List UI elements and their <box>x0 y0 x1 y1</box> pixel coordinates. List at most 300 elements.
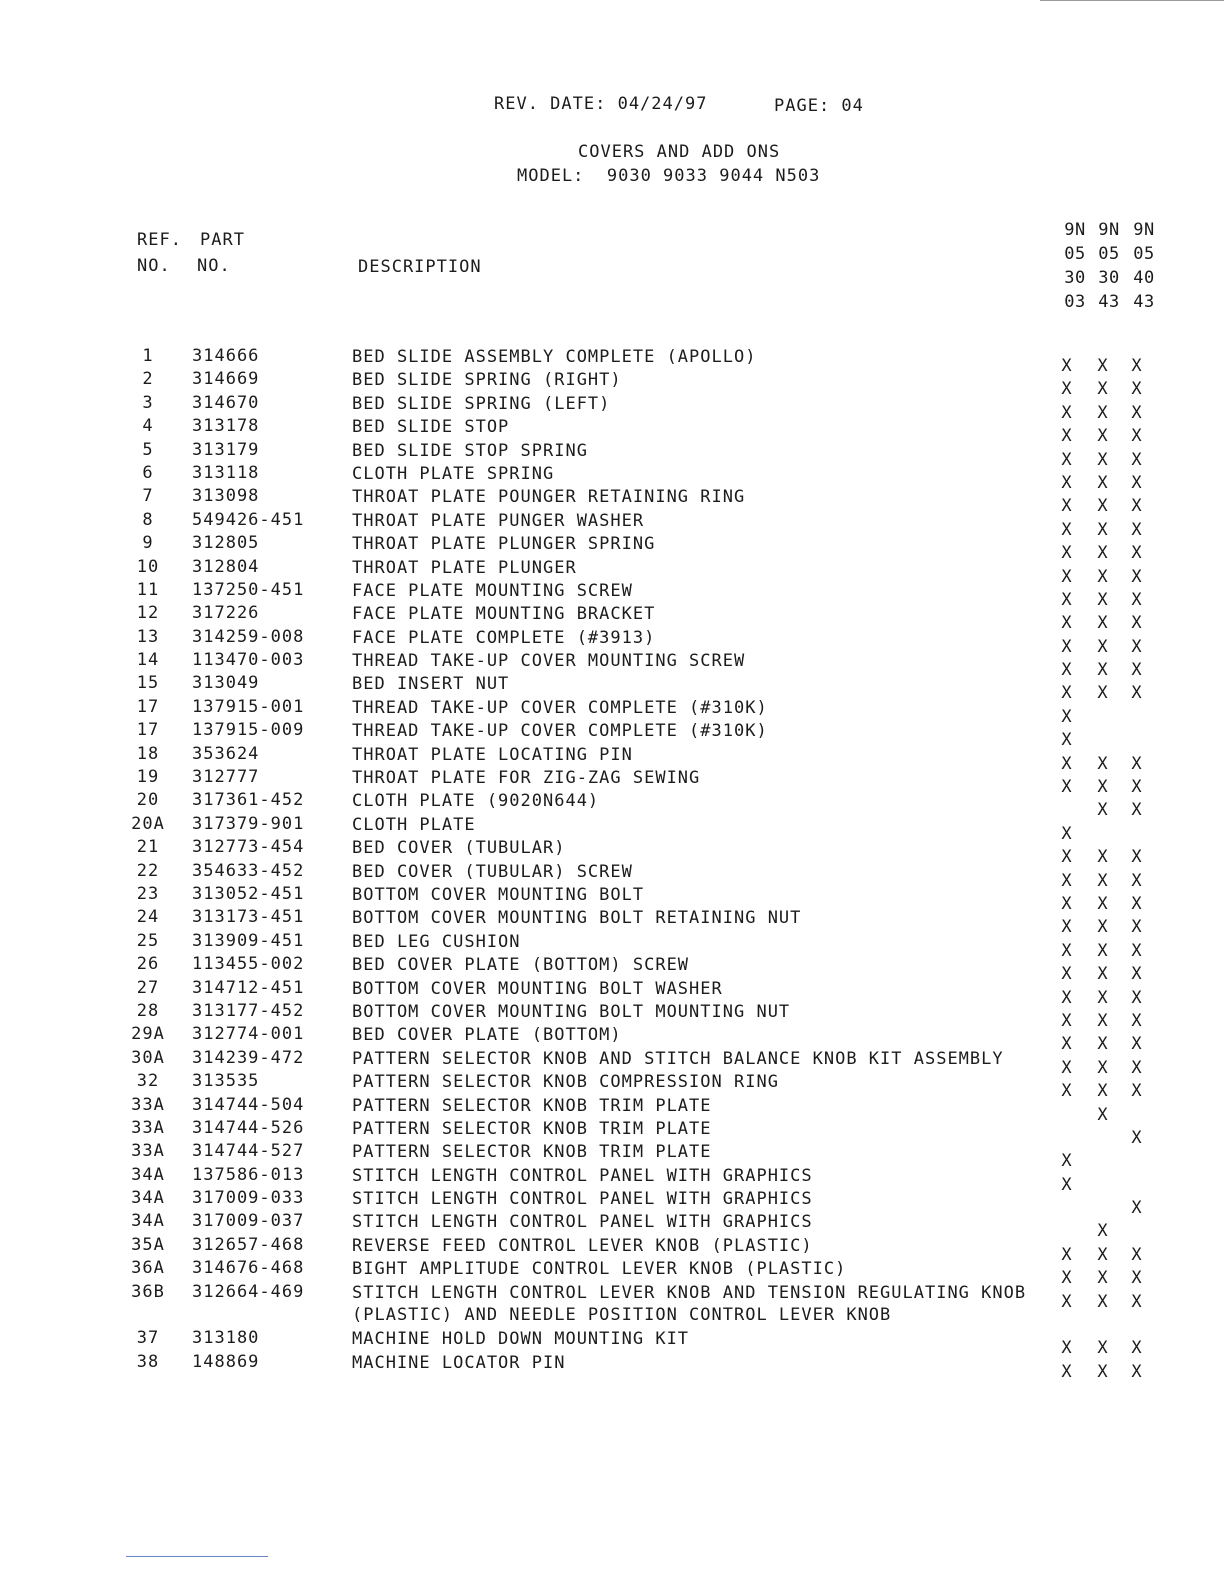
table-row <box>0 1047 1224 1078</box>
table-row <box>0 1071 1224 1102</box>
table-row <box>0 954 1224 985</box>
model-mark: X <box>1131 496 1143 517</box>
part-number: 314744-527 <box>192 1141 305 1162</box>
ref-number: 33A <box>131 1094 165 1115</box>
model-mark: X <box>1061 917 1073 938</box>
model-mark: X <box>1061 519 1073 540</box>
part-number: 353624 <box>192 743 260 764</box>
part-description: STITCH LENGTH CONTROL PANEL WITH GRAPHICS <box>352 1189 813 1210</box>
part-description: BIGHT AMPLITUDE CONTROL LEVER KNOB (PLASTIC) <box>352 1259 847 1280</box>
model-column-header <box>1058 218 1092 314</box>
model-mark: X <box>1097 964 1109 985</box>
table-row <box>0 1024 1224 1055</box>
model-mark: X <box>1061 940 1073 961</box>
model-mark: X <box>1131 1291 1143 1312</box>
model-mark: X <box>1061 1151 1073 1172</box>
rev-date: REV. DATE: 04/24/97 <box>494 94 708 114</box>
ref-number: 6 <box>142 462 154 483</box>
ref-number: 37 <box>136 1328 160 1349</box>
part-description: BED COVER PLATE (BOTTOM) SCREW <box>352 955 690 976</box>
ref-number: 4 <box>142 416 154 437</box>
model-mark: X <box>1061 1291 1073 1312</box>
table-row <box>0 556 1224 587</box>
ref-number: 9 <box>142 533 154 554</box>
model-mark: X <box>1061 1244 1073 1265</box>
part-description: THREAD TAKE-UP COVER COMPLETE (#310K) <box>352 697 768 718</box>
model-mark: X <box>1097 613 1109 634</box>
ref-number: 27 <box>136 977 160 998</box>
model-mark: X <box>1131 893 1143 914</box>
part-description: BED SLIDE STOP <box>352 417 510 438</box>
part-description: MACHINE HOLD DOWN MOUNTING KIT <box>352 1329 690 1350</box>
part-description: STITCH LENGTH CONTROL LEVER KNOB AND TENSION REGULATING KNOB (PLASTIC) AND NEEDLE POSITION CONTROL LEVER KNOB <box>352 1282 1027 1325</box>
model-mark: X <box>1131 566 1143 587</box>
model-mark: X <box>1131 472 1143 493</box>
ref-number: 33A <box>131 1117 165 1138</box>
model-mark: X <box>1061 706 1073 727</box>
part-number: 314744-504 <box>192 1094 305 1115</box>
ref-number: 13 <box>136 626 160 647</box>
model-mark: X <box>1131 917 1143 938</box>
part-description: PATTERN SELECTOR KNOB COMPRESSION RING <box>352 1072 779 1093</box>
table-row <box>0 1282 1224 1329</box>
ref-number: 36A <box>131 1258 165 1279</box>
part-description: PATTERN SELECTOR KNOB TRIM PLATE <box>352 1118 712 1139</box>
part-description: THROAT PLATE FOR ZIG-ZAG SEWING <box>352 768 701 789</box>
part-number: 148869 <box>192 1351 260 1372</box>
part-number: 137586-013 <box>192 1164 305 1185</box>
model-mark: X <box>1061 753 1073 774</box>
part-description: THREAD TAKE-UP COVER COMPLETE (#310K) <box>352 721 768 742</box>
model-mark: X <box>1097 1221 1109 1242</box>
model-mark: X <box>1097 379 1109 400</box>
part-description: THROAT PLATE LOCATING PIN <box>352 744 633 765</box>
table-row <box>0 1188 1224 1219</box>
model-mark: X <box>1097 1104 1109 1125</box>
ref-number: 35A <box>131 1234 165 1255</box>
model-mark: X <box>1061 356 1073 376</box>
model-mark: X <box>1061 1268 1073 1289</box>
ref-number: 21 <box>136 837 160 858</box>
model-mark: X <box>1131 589 1143 610</box>
part-header-1: PART <box>200 230 245 250</box>
part-number: 317361-452 <box>192 790 305 811</box>
model-mark: X <box>1097 566 1109 587</box>
part-description: BED SLIDE STOP SPRING <box>352 440 588 461</box>
model-line: MODEL: 9030 9033 9044 N503 <box>517 166 821 186</box>
table-row <box>0 1258 1224 1289</box>
ref-number: 34A <box>131 1188 165 1209</box>
part-number: 137915-001 <box>192 696 305 717</box>
model-mark: X <box>1097 543 1109 564</box>
model-mark: X <box>1097 777 1109 798</box>
part-description: PATTERN SELECTOR KNOB AND STITCH BALANCE KNOB KIT ASSEMBLY <box>352 1048 1004 1069</box>
part-number: 312804 <box>192 556 260 577</box>
part-number: 317379-901 <box>192 813 305 834</box>
model-mark: X <box>1131 683 1143 704</box>
model-mark: X <box>1131 402 1143 423</box>
ref-number: 29A <box>131 1024 165 1045</box>
model-mark: X <box>1061 870 1073 891</box>
model-mark: X <box>1097 1057 1109 1078</box>
part-description: THROAT PLATE PLUNGER SPRING <box>352 534 656 555</box>
model-mark: X <box>1061 1338 1073 1359</box>
parts-table <box>0 346 1224 1382</box>
ref-number: 1 <box>142 346 154 366</box>
model-header-line: 9N <box>1064 220 1086 240</box>
part-number: 314666 <box>192 346 260 366</box>
ref-number: 23 <box>136 883 160 904</box>
part-description: BOTTOM COVER MOUNTING BOLT RETAINING NUT <box>352 908 802 929</box>
model-mark: X <box>1097 847 1109 868</box>
model-mark: X <box>1131 800 1143 821</box>
part-description: FACE PLATE COMPLETE (#3913) <box>352 627 656 648</box>
ref-number: 20A <box>131 813 165 834</box>
model-header-line: 05 <box>1064 244 1086 264</box>
table-row <box>0 930 1224 961</box>
part-number: 314712-451 <box>192 977 305 998</box>
model-mark: X <box>1097 870 1109 891</box>
footer-rule <box>126 1556 268 1557</box>
table-row <box>0 650 1224 681</box>
ref-number: 14 <box>136 650 160 671</box>
part-description: PATTERN SELECTOR KNOB TRIM PLATE <box>352 1142 712 1163</box>
ref-number: 11 <box>136 579 160 600</box>
part-number: 314670 <box>192 392 260 413</box>
table-row <box>0 907 1224 938</box>
part-number: 313118 <box>192 462 260 483</box>
ref-header-2: NO. <box>137 256 171 276</box>
table-row <box>0 486 1224 517</box>
model-mark: X <box>1097 800 1109 821</box>
part-number: 312657-468 <box>192 1234 305 1255</box>
ref-number: 12 <box>136 603 160 624</box>
model-mark: X <box>1097 1291 1109 1312</box>
ref-header-1: REF. <box>137 230 182 250</box>
model-mark: X <box>1061 613 1073 634</box>
ref-number: 2 <box>142 369 154 390</box>
description-header: DESCRIPTION <box>358 257 482 277</box>
model-mark: X <box>1131 660 1143 681</box>
part-number: 313179 <box>192 439 260 460</box>
model-header-line: 43 <box>1098 292 1120 312</box>
model-mark: X <box>1131 753 1143 774</box>
model-mark: X <box>1061 589 1073 610</box>
table-row <box>0 439 1224 470</box>
model-header-line: 05 <box>1098 244 1120 264</box>
part-number: 113455-002 <box>192 954 305 975</box>
ref-number: 38 <box>136 1351 160 1372</box>
ref-number: 24 <box>136 907 160 928</box>
model-mark: X <box>1131 1034 1143 1055</box>
part-number: 314259-008 <box>192 626 305 647</box>
part-description: STITCH LENGTH CONTROL PANEL WITH GRAPHICS <box>352 1212 813 1233</box>
part-number: 312774-001 <box>192 1024 305 1045</box>
table-row <box>0 509 1224 540</box>
ref-number: 10 <box>136 556 160 577</box>
model-mark: X <box>1061 543 1073 564</box>
ref-number: 36B <box>131 1281 165 1302</box>
part-number: 137915-009 <box>192 720 305 741</box>
model-mark: X <box>1061 472 1073 493</box>
table-row <box>0 720 1224 751</box>
model-mark: X <box>1097 987 1109 1008</box>
model-mark: X <box>1131 987 1143 1008</box>
table-row <box>0 533 1224 564</box>
part-description: FACE PLATE MOUNTING SCREW <box>352 580 633 601</box>
model-mark: X <box>1061 683 1073 704</box>
table-row <box>0 790 1224 821</box>
table-row <box>0 860 1224 891</box>
part-description: THREAD TAKE-UP COVER MOUNTING SCREW <box>352 651 746 672</box>
table-row <box>0 813 1224 844</box>
part-description: BED COVER (TUBULAR) <box>352 838 566 859</box>
table-row <box>0 1211 1224 1242</box>
table-row <box>0 883 1224 914</box>
model-mark: X <box>1061 379 1073 400</box>
part-number: 312805 <box>192 533 260 554</box>
part-description: THROAT PLATE PLUNGER <box>352 557 577 578</box>
part-number: 312777 <box>192 767 260 788</box>
ref-number: 26 <box>136 954 160 975</box>
table-row <box>0 579 1224 610</box>
ref-number: 19 <box>136 767 160 788</box>
part-description: MACHINE LOCATOR PIN <box>352 1352 566 1373</box>
model-mark: X <box>1097 1361 1109 1382</box>
model-header-line: 43 <box>1133 292 1155 312</box>
part-number: 354633-452 <box>192 860 305 881</box>
page-number: PAGE: 04 <box>774 96 864 116</box>
model-mark: X <box>1131 519 1143 540</box>
model-mark: X <box>1061 496 1073 517</box>
table-row <box>0 977 1224 1008</box>
part-description: BED SLIDE SPRING (LEFT) <box>352 393 611 414</box>
model-mark: X <box>1131 1268 1143 1289</box>
model-mark: X <box>1097 683 1109 704</box>
table-row <box>0 1164 1224 1195</box>
model-mark: X <box>1097 1081 1109 1102</box>
model-mark: X <box>1061 1361 1073 1382</box>
ref-number: 32 <box>136 1071 160 1092</box>
model-mark: X <box>1131 1010 1143 1031</box>
model-mark: X <box>1061 402 1073 423</box>
model-column-header <box>1127 218 1161 314</box>
model-mark: X <box>1131 1338 1143 1359</box>
ref-number: 25 <box>136 930 160 951</box>
table-row <box>0 1141 1224 1172</box>
part-number: 313909-451 <box>192 930 305 951</box>
part-description: BED COVER PLATE (BOTTOM) <box>352 1025 622 1046</box>
ref-number: 17 <box>136 696 160 717</box>
model-mark: X <box>1131 1081 1143 1102</box>
part-number: 312773-454 <box>192 837 305 858</box>
ref-number: 30A <box>131 1047 165 1068</box>
table-row <box>0 369 1224 400</box>
part-description: REVERSE FEED CONTROL LEVER KNOB (PLASTIC) <box>352 1235 813 1256</box>
model-mark: X <box>1061 660 1073 681</box>
ref-number: 3 <box>142 392 154 413</box>
model-mark: X <box>1131 1057 1143 1078</box>
ref-number: 22 <box>136 860 160 881</box>
model-mark: X <box>1061 777 1073 798</box>
model-mark: X <box>1131 847 1143 868</box>
table-row <box>0 837 1224 868</box>
ref-number: 7 <box>142 486 154 507</box>
part-number: 312664-469 <box>192 1281 305 1302</box>
part-description: CLOTH PLATE SPRING <box>352 463 555 484</box>
part-description: FACE PLATE MOUNTING BRACKET <box>352 604 656 625</box>
part-description: THROAT PLATE PUNGER WASHER <box>352 510 645 531</box>
table-row <box>0 1351 1224 1382</box>
model-mark: X <box>1131 426 1143 447</box>
model-header-line: 40 <box>1133 268 1155 288</box>
ref-number: 34A <box>131 1164 165 1185</box>
model-mark: X <box>1131 543 1143 564</box>
model-mark: X <box>1097 636 1109 657</box>
part-description: THROAT PLATE POUNGER RETAINING RING <box>352 487 746 508</box>
part-description: PATTERN SELECTOR KNOB TRIM PLATE <box>352 1095 712 1116</box>
model-mark: X <box>1097 940 1109 961</box>
model-mark: X <box>1097 1244 1109 1265</box>
model-header-line: 05 <box>1133 244 1155 264</box>
part-description: BOTTOM COVER MOUNTING BOLT <box>352 884 645 905</box>
scan-edge-line <box>1040 0 1224 1</box>
model-mark: X <box>1131 1361 1143 1382</box>
part-number: 317226 <box>192 603 260 624</box>
ref-number: 17 <box>136 720 160 741</box>
model-mark: X <box>1061 987 1073 1008</box>
part-number: 317009-037 <box>192 1211 305 1232</box>
part-description: CLOTH PLATE <box>352 814 476 835</box>
part-number: 313049 <box>192 673 260 694</box>
part-description: CLOTH PLATE (9020N644) <box>352 791 600 812</box>
model-mark: X <box>1061 566 1073 587</box>
part-number: 313178 <box>192 416 260 437</box>
model-mark: X <box>1097 917 1109 938</box>
part-description: BOTTOM COVER MOUNTING BOLT MOUNTING NUT <box>352 1001 791 1022</box>
model-header-line: 30 <box>1064 268 1086 288</box>
ref-number: 15 <box>136 673 160 694</box>
model-mark: X <box>1061 426 1073 447</box>
part-number: 113470-003 <box>192 650 305 671</box>
part-description: BED LEG CUSHION <box>352 931 521 952</box>
model-mark: X <box>1097 496 1109 517</box>
model-mark: X <box>1061 1034 1073 1055</box>
model-mark: X <box>1097 589 1109 610</box>
model-mark: X <box>1097 426 1109 447</box>
model-mark: X <box>1131 379 1143 400</box>
part-description: BED SLIDE ASSEMBLY COMPLETE (APOLLO) <box>352 347 757 367</box>
part-description: BOTTOM COVER MOUNTING BOLT WASHER <box>352 978 723 999</box>
ref-number: 28 <box>136 1000 160 1021</box>
ref-number: 34A <box>131 1211 165 1232</box>
part-number: 314239-472 <box>192 1047 305 1068</box>
table-row <box>0 346 1224 376</box>
part-number: 314669 <box>192 369 260 390</box>
part-number: 314744-526 <box>192 1117 305 1138</box>
table-row <box>0 1328 1224 1359</box>
section-title: COVERS AND ADD ONS <box>578 142 781 162</box>
ref-number: 18 <box>136 743 160 764</box>
model-header-line: 9N <box>1098 220 1120 240</box>
model-mark: X <box>1097 402 1109 423</box>
part-number: 313177-452 <box>192 1000 305 1021</box>
model-mark: X <box>1061 1010 1073 1031</box>
model-mark: X <box>1131 636 1143 657</box>
model-mark: X <box>1131 940 1143 961</box>
ref-number: 5 <box>142 439 154 460</box>
model-mark: X <box>1097 519 1109 540</box>
table-row <box>0 1117 1224 1148</box>
table-row <box>0 696 1224 727</box>
model-mark: X <box>1131 1198 1143 1219</box>
table-row <box>0 626 1224 657</box>
model-mark: X <box>1097 893 1109 914</box>
model-mark: X <box>1097 472 1109 493</box>
part-description: BED INSERT NUT <box>352 674 510 695</box>
part-number: 313052-451 <box>192 883 305 904</box>
part-description: BED SLIDE SPRING (RIGHT) <box>352 370 622 391</box>
model-mark: X <box>1061 1174 1073 1195</box>
part-number: 549426-451 <box>192 509 305 530</box>
ref-number: 33A <box>131 1141 165 1162</box>
table-row <box>0 673 1224 704</box>
model-mark: X <box>1131 613 1143 634</box>
ref-number: 20 <box>136 790 160 811</box>
model-mark: X <box>1061 964 1073 985</box>
model-column-header <box>1092 218 1126 314</box>
model-header-line: 30 <box>1098 268 1120 288</box>
model-mark: X <box>1131 777 1143 798</box>
part-number: 317009-033 <box>192 1188 305 1209</box>
ref-number: 8 <box>142 509 154 530</box>
part-number: 313173-451 <box>192 907 305 928</box>
model-mark: X <box>1097 449 1109 470</box>
table-row <box>0 392 1224 423</box>
model-header-line: 03 <box>1064 292 1086 312</box>
part-number: 137250-451 <box>192 579 305 600</box>
table-row <box>0 1234 1224 1265</box>
model-mark: X <box>1061 1057 1073 1078</box>
model-mark: X <box>1131 964 1143 985</box>
model-mark: X <box>1097 1010 1109 1031</box>
model-mark: X <box>1097 753 1109 774</box>
model-mark: X <box>1061 823 1073 844</box>
table-row <box>0 1094 1224 1125</box>
model-mark: X <box>1131 1127 1143 1148</box>
model-mark: X <box>1097 660 1109 681</box>
model-mark: X <box>1097 1338 1109 1359</box>
model-mark: X <box>1097 1268 1109 1289</box>
part-number: 313098 <box>192 486 260 507</box>
model-mark: X <box>1097 356 1109 376</box>
table-row <box>0 603 1224 634</box>
part-header-2: NO. <box>197 256 231 276</box>
model-mark: X <box>1061 636 1073 657</box>
model-mark: X <box>1061 893 1073 914</box>
table-row <box>0 767 1224 798</box>
model-mark: X <box>1061 847 1073 868</box>
part-number: 314676-468 <box>192 1258 305 1279</box>
part-description: STITCH LENGTH CONTROL PANEL WITH GRAPHICS <box>352 1165 813 1186</box>
model-mark: X <box>1131 870 1143 891</box>
table-row <box>0 462 1224 493</box>
model-mark: X <box>1131 356 1143 376</box>
model-mark: X <box>1061 449 1073 470</box>
part-number: 313535 <box>192 1071 260 1092</box>
model-mark: X <box>1061 1081 1073 1102</box>
part-description: BED COVER (TUBULAR) SCREW <box>352 861 633 882</box>
